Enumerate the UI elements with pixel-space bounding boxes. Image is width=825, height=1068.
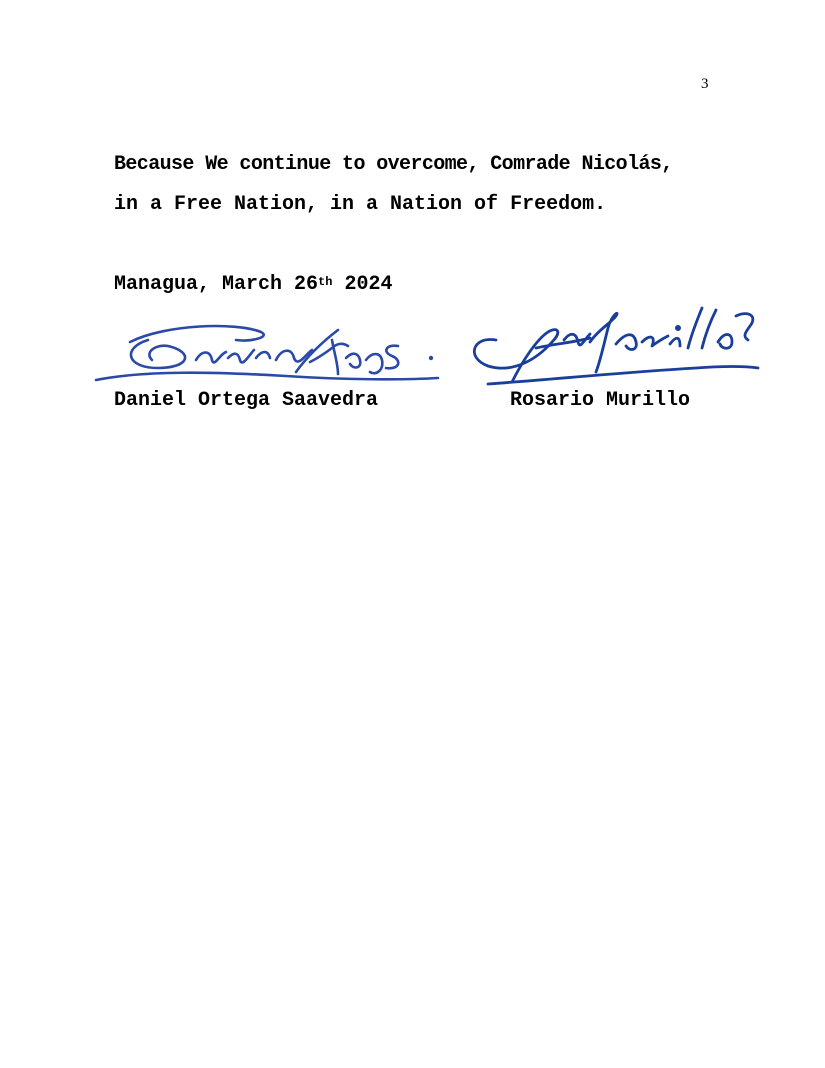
ordinal-suffix: th [318,275,333,289]
page-number: 3 [701,76,709,92]
place-date-prefix: Managua, March 26 [114,273,319,296]
closing-line-2: in a Free Nation, in a Nation of Freedom. [114,193,607,216]
signature-daniel-ortega [86,318,446,390]
date-year: 2024 [332,273,393,296]
closing-line-1: Because We continue to overcome, Comrade Nicolás, [114,153,673,176]
signature-rosario-murillo [466,292,762,398]
place-date-line [114,273,392,297]
signatory-name-right: Rosario Murillo [510,389,691,412]
signatory-name-left: Daniel Ortega Saavedra [114,389,379,412]
